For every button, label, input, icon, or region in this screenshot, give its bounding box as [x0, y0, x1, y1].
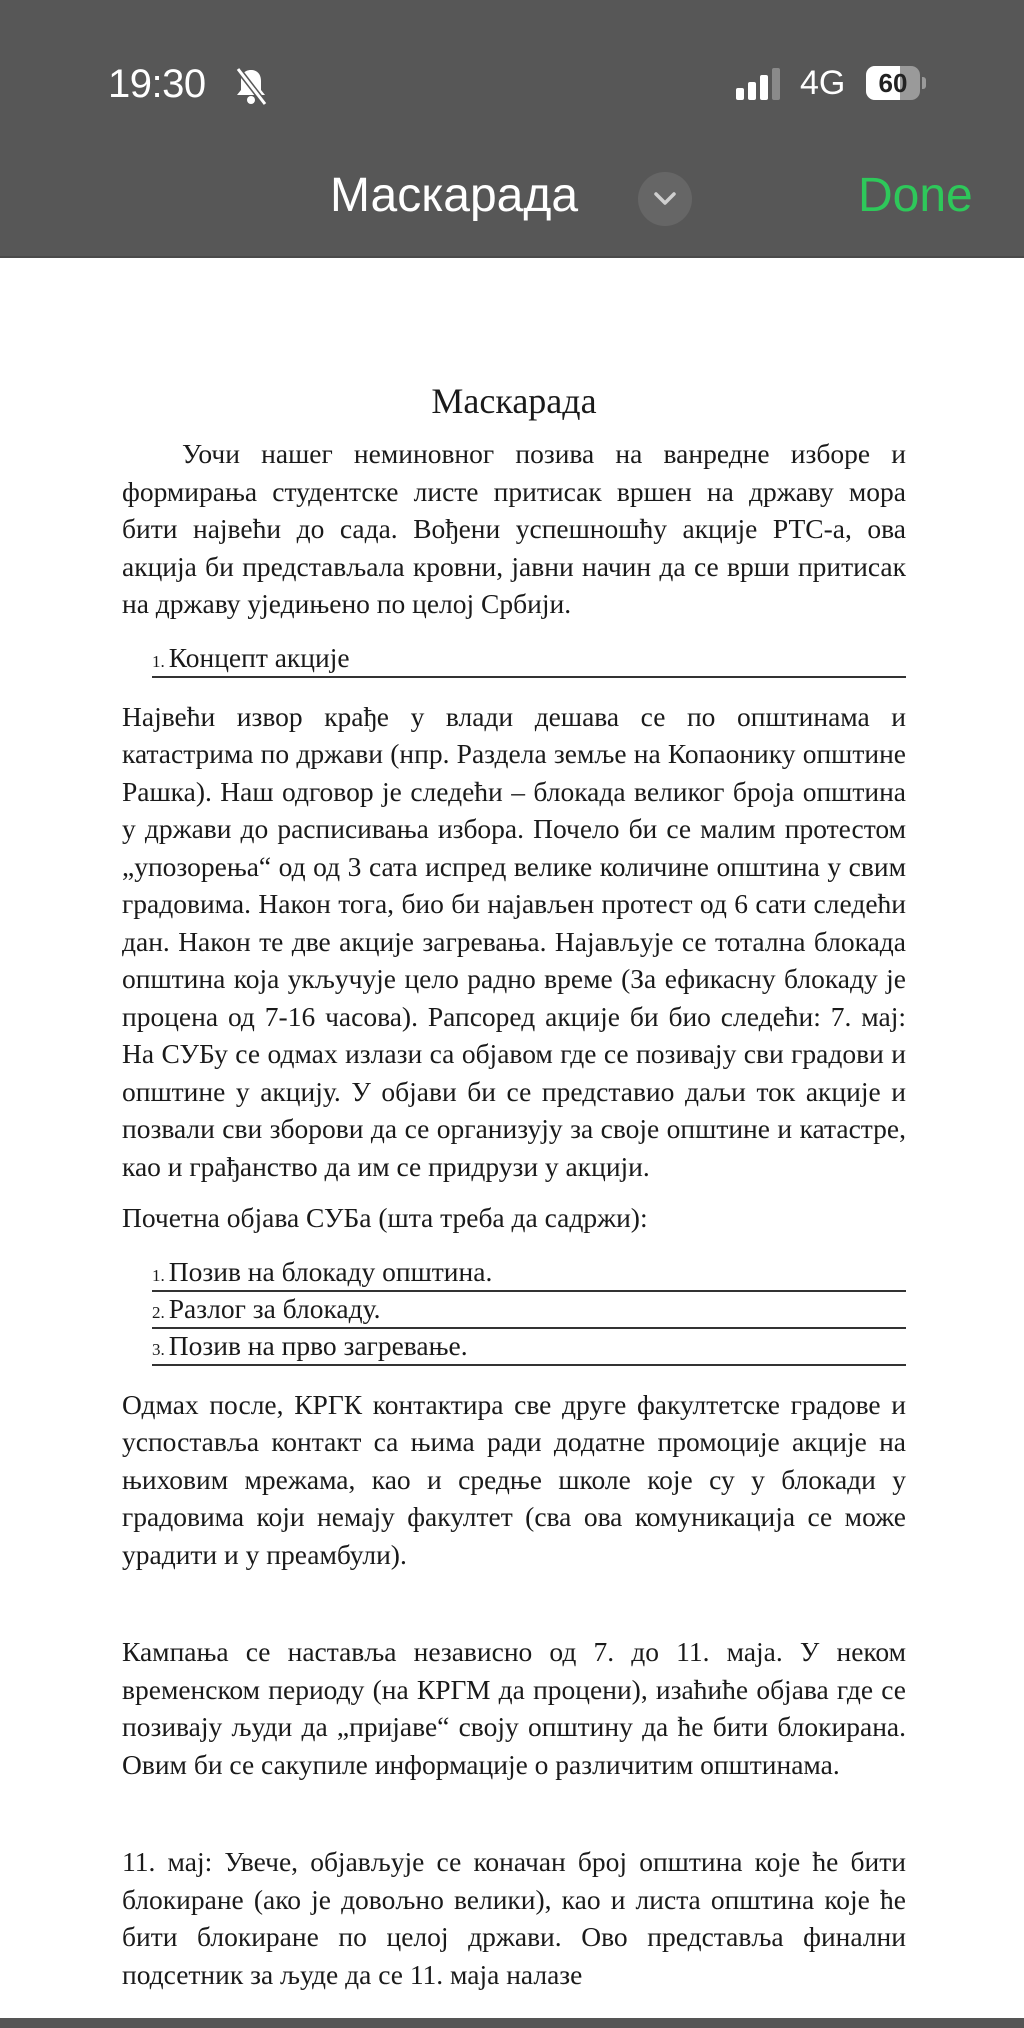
- list-number: 2.: [152, 1302, 165, 1322]
- bell-slash-icon: [232, 66, 270, 106]
- done-button[interactable]: Done: [858, 169, 973, 222]
- document-title[interactable]: Маскарада: [330, 169, 579, 222]
- contact-paragraph: Одмах после, КРГК контактира све друге факултетске градове и успоставља контакт са њима ради додатне промоције акције на њиховим мрежама, као и средње школе које су у блокади у градовима који немају факултет (сва ова комуникација се може урадити и у преамбули).: [122, 1388, 906, 1570]
- top-bar: [0, 0, 1024, 258]
- list-number: 3.: [152, 1339, 165, 1359]
- list-number: 1.: [152, 651, 165, 671]
- list-text: Позив на блокаду општина.: [168, 1255, 493, 1287]
- announcement-label: Почетна објава СУБа (шта треба да садржи):: [122, 1202, 648, 1233]
- title-menu-button[interactable]: [638, 172, 692, 226]
- announcement-list: [122, 1255, 906, 1366]
- list-number: 1.: [152, 1265, 165, 1285]
- status-time: 19:30: [108, 62, 206, 106]
- list-item: [152, 1255, 906, 1292]
- cellular-signal-icon: [736, 68, 784, 100]
- status-bar: [0, 52, 1024, 116]
- section-heading: [152, 641, 906, 678]
- doc-heading: Маскарада: [431, 381, 597, 421]
- section-list: [122, 641, 906, 678]
- intro-paragraph: Уочи нашег неминовног позива на ванредне изборе и формирања студентске листе притисак вршен на државу мора бити највећи до сада. Вођени успешношћу акције РТС-а, ова акција би представљала кровни, јавни начин да се врши притисак на државу уједињено по целој Србији.: [122, 438, 906, 619]
- may11-paragraph: 11. мај: Увече, објављује се коначан број општина које ће бити блокиране (ако је довољно велики), као и листа општина које ће бити блокиране по целој држави. Ово представља финални подсетник за људе да се 11. маја налазе: [122, 1846, 906, 1990]
- list-text: Разлог за блокаду.: [168, 1292, 381, 1324]
- list-text: Позив на прво загревање.: [168, 1329, 468, 1361]
- document-body: [122, 256, 906, 1993]
- section-title: Концепт акције: [168, 641, 350, 673]
- concept-paragraph: Највећи извор крађе у влади дешава се по општинама и катастрима по држави (нпр. Раздела земље на Копаонику општине Рашка). Наш одговор је следећи – блокада великог броја општина у држави до расписивања избора. Почело би се малим протестом „упозорења“ од од 3 сата испред велике количине општина у свим градовима. Након тога, био би најављен протест од 6 сати следећи дан. Након те две акције загревања. Најављује се тотална блокада општина која укључује цело радно време (За ефикасну блокаду је процена од 7-16 часова). Рапсоред акције би био следећи: 7. мај: На СУБу се одмах излази са објавом где се позивају сви градови и општине у акцију. У објави би се представио даљи ток акције и позвали сви зборови да се организују за своје општине и катастре, као и грађанство да им се придрузи у акцији.: [122, 700, 906, 1182]
- list-item: [152, 1292, 906, 1329]
- chevron-down-icon: [653, 191, 677, 207]
- bottom-toolbar: [0, 2018, 1024, 2028]
- battery-icon: [866, 66, 928, 100]
- list-item: [152, 1329, 906, 1366]
- battery-level: 60: [878, 68, 908, 98]
- network-type: 4G: [800, 64, 846, 102]
- campaign-paragraph: Кампања се наставља независно од 7. до 11. маја. У неком временском периоду (на КРГМ да процени), изаћиће објава где се позивају људи да „пријаве“ своју општину да ће бити блокирана. Овим би се сакупиле информације о различитим општинама.: [122, 1636, 906, 1780]
